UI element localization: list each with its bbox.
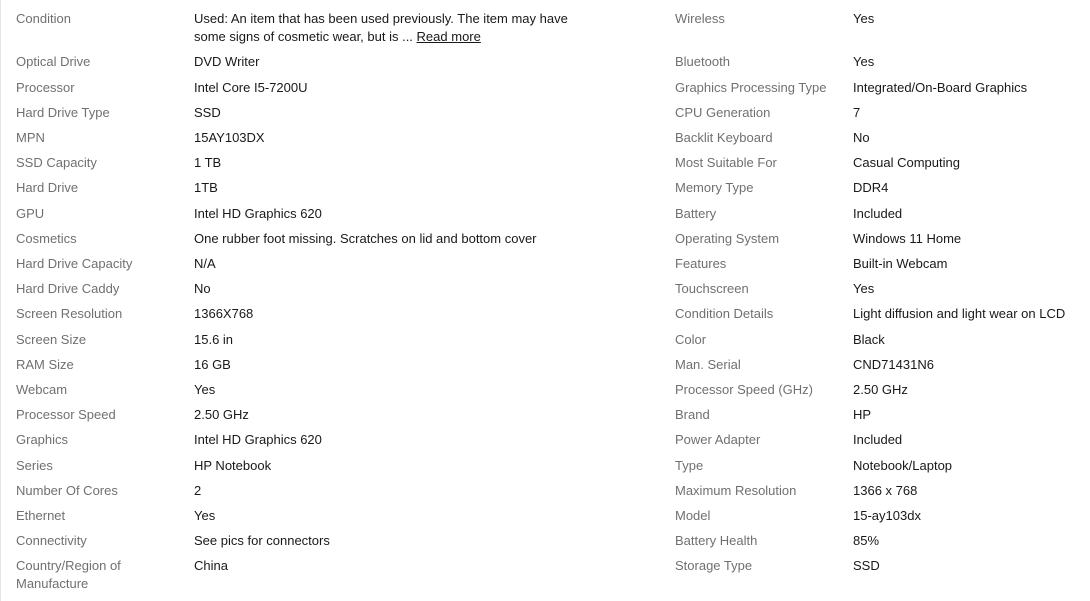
spec-value: 2.50 GHz <box>194 407 249 422</box>
spec-value: 1366X768 <box>194 306 254 321</box>
spec-label: Type <box>675 458 704 473</box>
spec-value: Yes <box>853 11 875 26</box>
spec-label: Memory Type <box>675 180 754 195</box>
spec-label: Webcam <box>16 382 68 397</box>
spec-value: 15AY103DX <box>194 130 265 145</box>
spec-label: Power Adapter <box>675 432 761 447</box>
spec-value: No <box>853 130 870 145</box>
spec-label: Backlit Keyboard <box>675 130 773 145</box>
spec-label: Condition Details <box>675 306 774 321</box>
spec-label: SSD Capacity <box>16 155 97 170</box>
read-more-link[interactable]: Read more <box>416 29 481 44</box>
spec-value: Intel HD Graphics 620 <box>194 432 322 447</box>
spec-label: GPU <box>16 206 45 221</box>
spec-label: Screen Size <box>16 332 87 347</box>
spec-value: China <box>194 558 228 573</box>
spec-label: Battery Health <box>675 533 758 548</box>
spec-value: Yes <box>853 281 875 296</box>
spec-label: Connectivity <box>16 533 87 548</box>
spec-label: Optical Drive <box>16 54 91 69</box>
spec-value: DVD Writer <box>194 54 260 69</box>
spec-value: HP <box>853 407 872 422</box>
spec-label: Country/Region of Manufacture <box>16 558 121 591</box>
spec-value: 1TB <box>194 180 218 195</box>
spec-label: Processor Speed (GHz) <box>675 382 813 397</box>
spec-value: One rubber foot missing. Scratches on lid and bottom cover <box>194 231 537 246</box>
spec-value <box>194 10 594 46</box>
spec-label: Condition <box>16 11 71 26</box>
spec-label: Storage Type <box>675 558 753 573</box>
spec-label: Features <box>675 256 727 271</box>
spec-value: Yes <box>194 508 216 523</box>
spec-value: Light diffusion and light wear on LCD <box>853 306 1066 321</box>
spec-value: 85% <box>853 533 880 548</box>
spec-value: CND71431N6 <box>853 357 934 372</box>
spec-label: Hard Drive Capacity <box>16 256 133 271</box>
spec-value: DDR4 <box>853 180 889 195</box>
spec-label: Cosmetics <box>16 231 77 246</box>
spec-value: Black <box>853 332 885 347</box>
spec-label: Operating System <box>675 231 780 246</box>
spec-value: 2 <box>194 483 202 498</box>
spec-value: Yes <box>853 54 875 69</box>
spec-value: 2.50 GHz <box>853 382 908 397</box>
spec-label: Color <box>675 332 707 347</box>
condition-text: Used: An item that has been used previously. The item may have some signs of cosmetic wear, but is ... <box>194 11 568 44</box>
spec-label: Man. Serial <box>675 357 741 372</box>
spec-label: Graphics <box>16 432 69 447</box>
spec-value: Intel HD Graphics 620 <box>194 206 322 221</box>
spec-value: Integrated/On-Board Graphics <box>853 80 1028 95</box>
spec-label: Hard Drive Type <box>16 105 110 120</box>
spec-label: Touchscreen <box>675 281 749 296</box>
spec-value: Casual Computing <box>853 155 960 170</box>
spec-label: Ethernet <box>16 508 66 523</box>
spec-label: Model <box>675 508 711 523</box>
spec-value: Windows 11 Home <box>853 231 962 246</box>
spec-value: Included <box>853 432 903 447</box>
spec-value: Built-in Webcam <box>853 256 948 271</box>
spec-label: Bluetooth <box>675 54 730 69</box>
spec-value: SSD <box>853 558 880 573</box>
spec-label: Graphics Processing Type <box>675 80 827 95</box>
spec-label: Most Suitable For <box>675 155 777 170</box>
spec-value: Notebook/Laptop <box>853 458 953 473</box>
spec-value: 1366 x 768 <box>853 483 918 498</box>
spec-value: HP Notebook <box>194 458 272 473</box>
spec-value: 1 TB <box>194 155 222 170</box>
spec-label: Wireless <box>675 11 725 26</box>
spec-value: Intel Core I5-7200U <box>194 80 308 95</box>
spec-value: See pics for connectors <box>194 533 330 548</box>
spec-label: Series <box>16 458 53 473</box>
spec-value: Included <box>853 206 903 221</box>
spec-value: 16 GB <box>194 357 231 372</box>
spec-value: No <box>194 281 211 296</box>
spec-value: 15.6 in <box>194 332 234 347</box>
spec-label: RAM Size <box>16 357 74 372</box>
spec-value: N/A <box>194 256 216 271</box>
spec-label: Processor Speed <box>16 407 116 422</box>
spec-value: Yes <box>194 382 216 397</box>
spec-label: MPN <box>16 130 45 145</box>
spec-label: Number Of Cores <box>16 483 118 498</box>
spec-label: Battery <box>675 206 717 221</box>
spec-value: SSD <box>194 105 221 120</box>
spec-label: Maximum Resolution <box>675 483 797 498</box>
spec-value: 7 <box>853 105 861 120</box>
spec-label: Processor <box>16 80 75 95</box>
spec-label: Hard Drive <box>16 180 79 195</box>
spec-label: CPU Generation <box>675 105 771 120</box>
spec-label: Hard Drive Caddy <box>16 281 120 296</box>
spec-value: 15-ay103dx <box>853 508 921 523</box>
spec-label: Screen Resolution <box>16 306 123 321</box>
spec-label: Brand <box>675 407 710 422</box>
